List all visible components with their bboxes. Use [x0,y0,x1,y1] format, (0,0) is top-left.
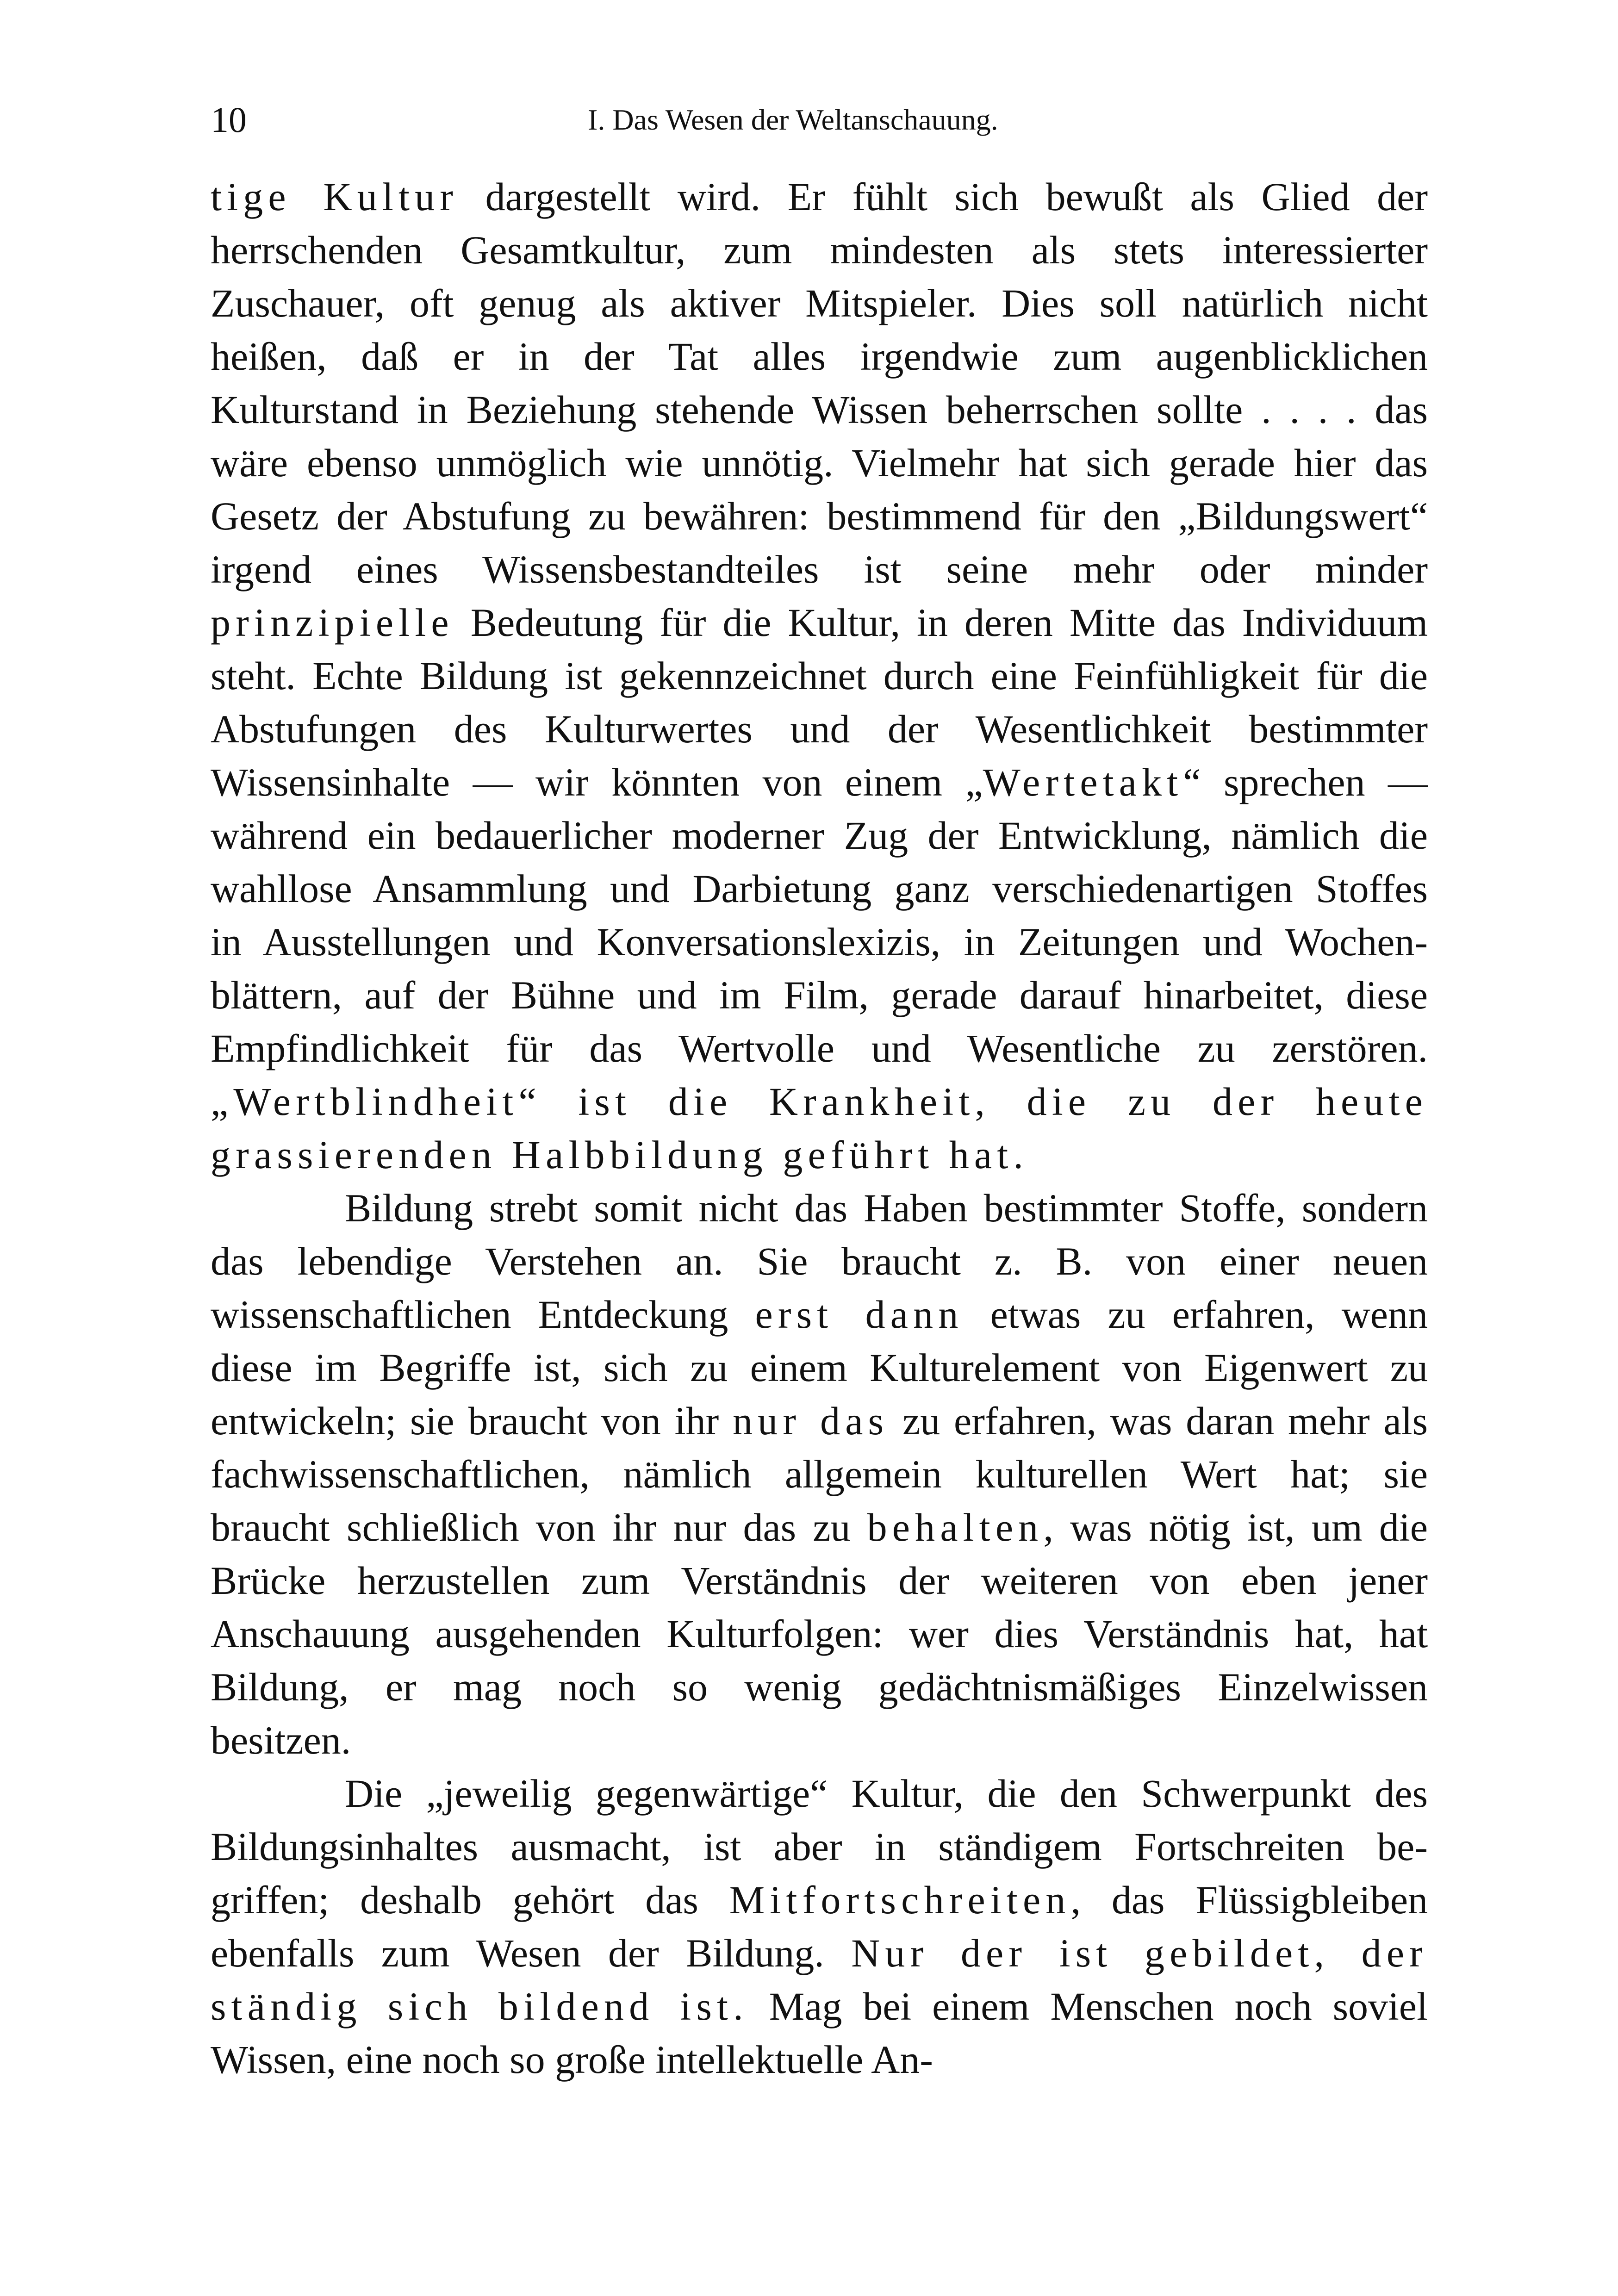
paragraph-first-line [211,1767,1428,1820]
text-run: Wissensinhalte — wir könnten von einem „ [211,760,983,804]
text-run: steht. Echte Bildung ist gekennzeichnet durch eine Feinfühligkeit für die [211,653,1428,698]
text-line [211,969,1428,1022]
text-line [211,649,1428,703]
text-line [211,1128,1428,1182]
text-run: wahllose Ansammlung und Darbietung ganz verschiedenartigen Stoffes [211,866,1428,911]
text-run: wäre ebenso unmöglich wie unnötig. Vielmehr hat sich gerade hier das [211,441,1428,485]
spaced-emphasis: behalten [867,1505,1044,1549]
text-line [211,490,1428,543]
text-run: Gesetz der Abstufung zu bewähren: bestimmend für den „Bildungswert“ [211,494,1428,538]
text-line [211,543,1428,596]
text-run: besitzen. [211,1718,351,1762]
text-run: Zuschauer, oft genug als aktiver Mitspieler. Dies soll natürlich nicht [211,281,1428,325]
text-line [211,1820,1428,1873]
text-run: Mag bei einem Menschen noch soviel [748,1984,1428,2028]
text-line [211,1288,1428,1341]
text-line [211,1607,1428,1661]
text-run: Wissen, eine noch so große intellektuelle An- [211,2037,933,2082]
text-run: “ sprechen — [1183,760,1428,804]
text-run: Bildung strebt somit nicht das Haben bestimmter Stoffe, sondern [345,1186,1428,1230]
text-line [211,383,1428,436]
text-line [211,1501,1428,1554]
text-line [211,915,1428,969]
text-run: herrschenden Gesamtkultur, zum mindesten als stets interessierter [211,228,1428,272]
text-line [211,224,1428,277]
text-run: in Ausstellungen und Konversationslexizis, in Zeitungen und Wochen- [211,920,1428,964]
text-run: etwas zu erfahren, wenn [963,1292,1428,1337]
text-run: entwickeln; sie braucht von ihr [211,1399,733,1443]
text-line [211,703,1428,756]
text-line [211,1873,1428,1927]
text-run: Bildungsinhaltes ausmacht, ist aber in ständigem Fortschreiten be- [211,1824,1428,1869]
spaced-emphasis: Nur der ist gebildet, der [851,1931,1428,1975]
text-line [211,170,1428,224]
text-line [211,1075,1428,1128]
spaced-emphasis: grassierenden Halbbildung geführt hat. [211,1132,1028,1177]
text-line [211,862,1428,915]
spaced-emphasis: „Wertblindheit“ ist die Krankheit, die zu der heute [211,1079,1428,1124]
paragraph-first-line [211,1182,1428,1235]
spaced-emphasis: prinzipielle [211,600,454,645]
body-text [211,170,1428,2086]
text-run: das lebendige Verstehen an. Sie braucht z. B. von einer neuen [211,1239,1428,1283]
text-line [211,2033,1428,2086]
text-run: dargestellt wird. Er fühlt sich bewußt als Glied der [458,174,1428,219]
text-run: während ein bedauerlicher moderner Zug der Entwicklung, nämlich die [211,813,1428,858]
text-line [211,1394,1428,1448]
text-run: Bedeutung für die Kultur, in deren Mitte das Individuum [454,600,1428,645]
text-run: Brücke herzustellen zum Verständnis der weiteren von eben jener [211,1558,1428,1603]
text-line [211,330,1428,383]
text-run: irgend eines Wissensbestandteiles ist seine mehr oder minder [211,547,1428,591]
text-run: blättern, auf der Bühne und im Film, gerade darauf hinarbeitet, diese [211,973,1428,1017]
text-run: griffen; deshalb gehört das [211,1878,729,1922]
text-line [211,1448,1428,1501]
text-line [211,277,1428,330]
text-run: Die „jeweilig gegenwärtige“ Kultur, die den Schwerpunkt des [345,1771,1428,1816]
text-run: ebenfalls zum Wesen der Bildung. [211,1931,852,1975]
page-number: 10 [211,100,247,140]
text-line [211,1022,1428,1075]
text-run: , das Flüssigbleiben [1070,1878,1428,1922]
text-line [211,1927,1428,1980]
text-line [211,1235,1428,1288]
text-run: Bildung, er mag noch so wenig gedächtnismäßiges Einzelwissen [211,1665,1428,1709]
spaced-emphasis: nur das [733,1399,889,1443]
text-line [211,756,1428,809]
text-line [211,1661,1428,1714]
text-run: Kulturstand in Beziehung stehende Wissen beherrschen sollte . . . . das [211,387,1428,432]
text-run: Anschauung ausgehenden Kulturfolgen: wer dies Verständnis hat, hat [211,1612,1428,1656]
text-run: zu erfahren, was daran mehr als [889,1399,1428,1443]
text-line [211,809,1428,862]
spaced-emphasis: erst dann [755,1292,964,1337]
text-run: , was nötig ist, um die [1043,1505,1428,1549]
text-line [211,1341,1428,1394]
text-line [211,436,1428,490]
spaced-emphasis: tige Kultur [211,174,459,219]
text-line [211,1980,1428,2033]
text-line [211,1714,1428,1767]
spaced-emphasis: Wertetakt [983,760,1183,804]
page-header [0,99,1618,141]
text-run: Abstufungen des Kulturwertes und der Wesentlichkeit bestimmter [211,707,1428,751]
text-run: wissenschaftlichen Entdeckung [211,1292,755,1337]
text-run: fachwissenschaftlichen, nämlich allgemein kulturellen Wert hat; sie [211,1452,1428,1496]
spaced-emphasis: Mitfortschreiten [729,1878,1071,1922]
text-run: braucht schließlich von ihr nur das zu [211,1505,867,1549]
text-line [211,1554,1428,1607]
text-run: Empfindlichkeit für das Wertvolle und Wesentliche zu zerstören. [211,1026,1428,1070]
text-run: diese im Begriffe ist, sich zu einem Kulturelement von Eigenwert zu [211,1345,1428,1390]
text-line [211,596,1428,649]
spaced-emphasis: ständig sich bildend ist. [211,1984,748,2028]
text-run: heißen, daß er in der Tat alles irgendwie zum augenblicklichen [211,334,1428,379]
running-head: I. Das Wesen der Weltanschauung. [588,103,998,136]
